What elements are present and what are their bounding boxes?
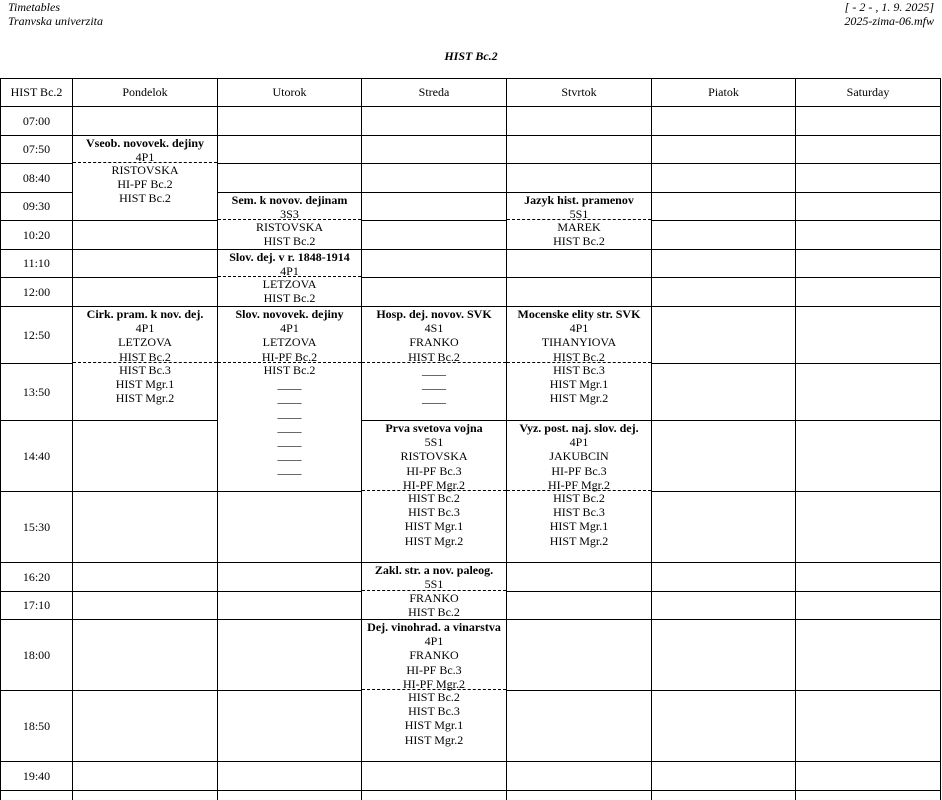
class-group: ____ bbox=[277, 448, 302, 463]
class-group: ____ bbox=[277, 462, 302, 477]
day-header-utorok: Utorok bbox=[272, 85, 307, 99]
class-group: HIST Mgr.1 bbox=[404, 519, 464, 534]
class-detail: HIST Bc.2 bbox=[119, 349, 171, 364]
grid-line bbox=[0, 277, 940, 278]
class-block[interactable] bbox=[362, 563, 506, 619]
class-title: Slov. dej. v r. 1848-1914 bbox=[229, 250, 350, 264]
class-group: ____ bbox=[277, 405, 302, 420]
class-group: HIST Bc.2 bbox=[119, 191, 171, 206]
app-name: Timetables bbox=[8, 0, 61, 14]
class-group: HIST Mgr.2 bbox=[404, 732, 464, 747]
class-detail: HI-PF Bc.3 bbox=[551, 463, 607, 478]
class-detail: FRANKO bbox=[409, 648, 459, 663]
class-block-upper bbox=[507, 307, 651, 363]
time-slot-label: 10:20 bbox=[22, 228, 51, 242]
class-group: RISTOVSKA bbox=[255, 220, 324, 234]
time-slot-label: 07:00 bbox=[22, 114, 51, 128]
class-group: HIST Bc.3 bbox=[553, 363, 605, 377]
class-detail: HIST Bc.2 bbox=[408, 349, 460, 364]
class-group: HIST Mgr.1 bbox=[404, 718, 464, 733]
class-detail: FRANKO bbox=[409, 335, 459, 350]
class-block[interactable] bbox=[73, 136, 217, 220]
class-block-lower bbox=[73, 163, 217, 206]
class-group: HIST Bc.3 bbox=[119, 363, 171, 377]
class-block[interactable] bbox=[218, 250, 361, 306]
class-group: HIST Bc.2 bbox=[263, 234, 316, 249]
grid-line bbox=[0, 106, 940, 107]
class-group: FRANKO bbox=[409, 591, 459, 605]
class-title: Zakl. str. a nov. paleog. bbox=[374, 563, 494, 577]
grid-line bbox=[795, 78, 796, 800]
corner-label: HIST Bc.2 bbox=[10, 85, 63, 99]
page-info: [ - 2 - , 1. 9. 2025] bbox=[844, 0, 934, 14]
class-block[interactable] bbox=[507, 307, 651, 420]
class-group: ____ bbox=[277, 391, 302, 406]
class-block-upper bbox=[362, 307, 506, 363]
class-block-lower bbox=[218, 277, 361, 305]
class-group: ____ bbox=[277, 419, 302, 434]
class-block-upper bbox=[362, 421, 506, 491]
page-header-right bbox=[844, 0, 934, 28]
class-block-upper bbox=[73, 307, 217, 363]
time-slot-label: 15:30 bbox=[22, 520, 51, 534]
university-name: Tranvska univerzita bbox=[8, 14, 103, 28]
class-detail: HIST Bc.2 bbox=[553, 349, 605, 364]
class-block-lower bbox=[362, 363, 506, 406]
class-title: Slov. novovek. dejiny bbox=[235, 307, 344, 321]
class-block[interactable] bbox=[73, 307, 217, 420]
class-group: ____ bbox=[277, 377, 302, 392]
class-title: Vyz. post. naj. slov. dej. bbox=[519, 421, 639, 435]
class-group: HIST Bc.2 bbox=[408, 491, 460, 505]
class-group: HIST Bc.2 bbox=[263, 291, 316, 306]
class-block[interactable] bbox=[218, 307, 361, 491]
class-group: ____ bbox=[422, 391, 446, 406]
class-group: HIST Mgr.1 bbox=[115, 377, 175, 392]
class-group: HIST Bc.3 bbox=[408, 505, 460, 520]
class-detail: 4P1 bbox=[135, 150, 155, 165]
class-group: ____ bbox=[422, 377, 446, 392]
day-header-saturday: Saturday bbox=[846, 85, 890, 99]
class-detail: RISTOVSKA bbox=[400, 449, 468, 464]
class-detail: JAKUBCIN bbox=[549, 449, 609, 464]
class-detail: HI-PF Bc.2 bbox=[261, 349, 318, 364]
class-title: Jazyk hist. pramenov bbox=[524, 193, 634, 207]
class-group: ____ bbox=[422, 363, 446, 377]
class-block-upper bbox=[362, 620, 506, 690]
class-detail: 5S1 bbox=[424, 577, 444, 592]
class-block-lower bbox=[218, 363, 361, 477]
class-block[interactable] bbox=[362, 421, 506, 562]
class-title: Mocenske elity str. SVK bbox=[517, 307, 641, 321]
class-block-lower bbox=[362, 690, 506, 747]
time-slot-label: 13:50 bbox=[22, 385, 51, 399]
class-block-lower bbox=[218, 220, 361, 248]
class-block-lower bbox=[362, 591, 506, 619]
time-slot-label: 07:50 bbox=[22, 142, 51, 156]
class-group: HIST Mgr.1 bbox=[549, 519, 609, 534]
class-block-lower bbox=[362, 491, 506, 548]
day-header-streda: Streda bbox=[418, 85, 450, 99]
class-block[interactable] bbox=[507, 421, 651, 562]
class-block-lower bbox=[507, 363, 651, 406]
class-detail: HI-PF Bc.3 bbox=[406, 463, 462, 478]
class-group: RISTOVSKA bbox=[111, 163, 179, 177]
day-header-stvrtok: Stvrtok bbox=[561, 85, 597, 99]
class-detail: 4P1 bbox=[569, 321, 589, 336]
class-detail: 4P1 bbox=[135, 321, 155, 336]
page-header-left bbox=[8, 0, 103, 28]
page-title: HIST Bc.2 bbox=[444, 49, 498, 63]
class-group: HIST Bc.2 bbox=[553, 234, 605, 249]
class-detail: 4P1 bbox=[569, 435, 589, 450]
class-block-upper bbox=[218, 307, 361, 363]
class-group: HI-PF Bc.2 bbox=[117, 177, 173, 192]
class-block-upper bbox=[507, 421, 651, 491]
time-slot-label: 12:50 bbox=[22, 328, 51, 342]
grid-line bbox=[940, 78, 941, 800]
class-group: HIST Mgr.1 bbox=[549, 377, 609, 392]
class-group: HIST Mgr.2 bbox=[404, 533, 464, 548]
class-group: LETZOVA bbox=[262, 277, 317, 291]
class-block[interactable] bbox=[218, 193, 361, 249]
class-block[interactable] bbox=[507, 193, 651, 249]
class-detail: LETZOVA bbox=[262, 335, 317, 350]
class-block-upper bbox=[218, 250, 361, 277]
time-slot-label: 19:40 bbox=[22, 769, 51, 783]
grid-line bbox=[0, 249, 940, 250]
class-group: HIST Bc.3 bbox=[408, 704, 460, 719]
class-title: Sem. k novov. dejinam bbox=[231, 193, 348, 207]
class-detail: 4P1 bbox=[424, 634, 444, 649]
class-group: HIST Bc.3 bbox=[553, 505, 605, 520]
class-detail: HI-PF Mgr.2 bbox=[402, 477, 465, 492]
time-slot-label: 18:50 bbox=[22, 719, 51, 733]
class-block-upper bbox=[73, 136, 217, 163]
class-title: Dej. vinohrad. a vinarstva bbox=[367, 620, 501, 634]
class-detail: HI-PF Mgr.2 bbox=[402, 676, 465, 691]
grid-line bbox=[651, 78, 652, 800]
class-group: HIST Bc.2 bbox=[408, 605, 460, 619]
grid-line bbox=[0, 761, 940, 762]
class-detail: HI-PF Bc.3 bbox=[406, 662, 462, 677]
day-header-pondelok: Pondelok bbox=[122, 85, 168, 99]
grid-line bbox=[0, 220, 940, 221]
class-title: Hosp. dej. novov. SVK bbox=[376, 307, 492, 321]
time-slot-label: 08:40 bbox=[22, 171, 51, 185]
class-detail: 5S1 bbox=[424, 435, 444, 450]
time-slot-label: 14:40 bbox=[22, 449, 51, 463]
class-block[interactable] bbox=[362, 307, 506, 420]
class-block-upper bbox=[507, 193, 651, 220]
time-slot-label: 16:20 bbox=[22, 570, 51, 584]
class-group: HIST Bc.2 bbox=[263, 363, 316, 377]
time-slot-label: 12:00 bbox=[22, 285, 51, 299]
class-block-upper bbox=[362, 563, 506, 591]
class-group: HIST Mgr.2 bbox=[549, 533, 609, 548]
class-group: HIST Mgr.2 bbox=[115, 391, 175, 406]
grid-line bbox=[0, 790, 940, 791]
file-name: 2025-zima-06.mfw bbox=[844, 14, 934, 28]
class-detail: 4S1 bbox=[424, 321, 444, 336]
time-slot-label: 11:10 bbox=[23, 256, 50, 270]
time-slot-label: 18:00 bbox=[22, 648, 51, 662]
class-title: Prva svetova vojna bbox=[385, 421, 483, 435]
class-group: HIST Bc.2 bbox=[408, 690, 460, 704]
class-detail: HI-PF Mgr.2 bbox=[547, 477, 610, 492]
class-block-lower bbox=[507, 220, 651, 248]
class-title: Vseob. novovek. dejiny bbox=[85, 136, 204, 150]
class-detail: TIHANYIOVA bbox=[541, 335, 617, 350]
class-detail: 3S3 bbox=[280, 207, 299, 222]
class-block-upper bbox=[218, 193, 361, 220]
class-block-lower bbox=[507, 491, 651, 548]
class-group: MAREK bbox=[557, 220, 601, 234]
class-block-lower bbox=[73, 363, 217, 406]
class-block[interactable] bbox=[362, 620, 506, 761]
class-group: HIST Mgr.2 bbox=[549, 391, 609, 406]
time-slot-label: 17:10 bbox=[22, 598, 51, 612]
class-detail: 4P1 bbox=[280, 321, 299, 336]
day-header-piatok: Piatok bbox=[708, 85, 739, 99]
class-group: ____ bbox=[277, 433, 302, 448]
class-title: Cirk. pram. k nov. dej. bbox=[86, 307, 204, 321]
class-detail: 5S1 bbox=[569, 207, 589, 222]
class-detail: 4P1 bbox=[280, 264, 299, 279]
class-group: HIST Bc.2 bbox=[553, 491, 605, 505]
time-slot-label: 09:30 bbox=[22, 199, 51, 213]
class-detail: LETZOVA bbox=[118, 335, 172, 350]
